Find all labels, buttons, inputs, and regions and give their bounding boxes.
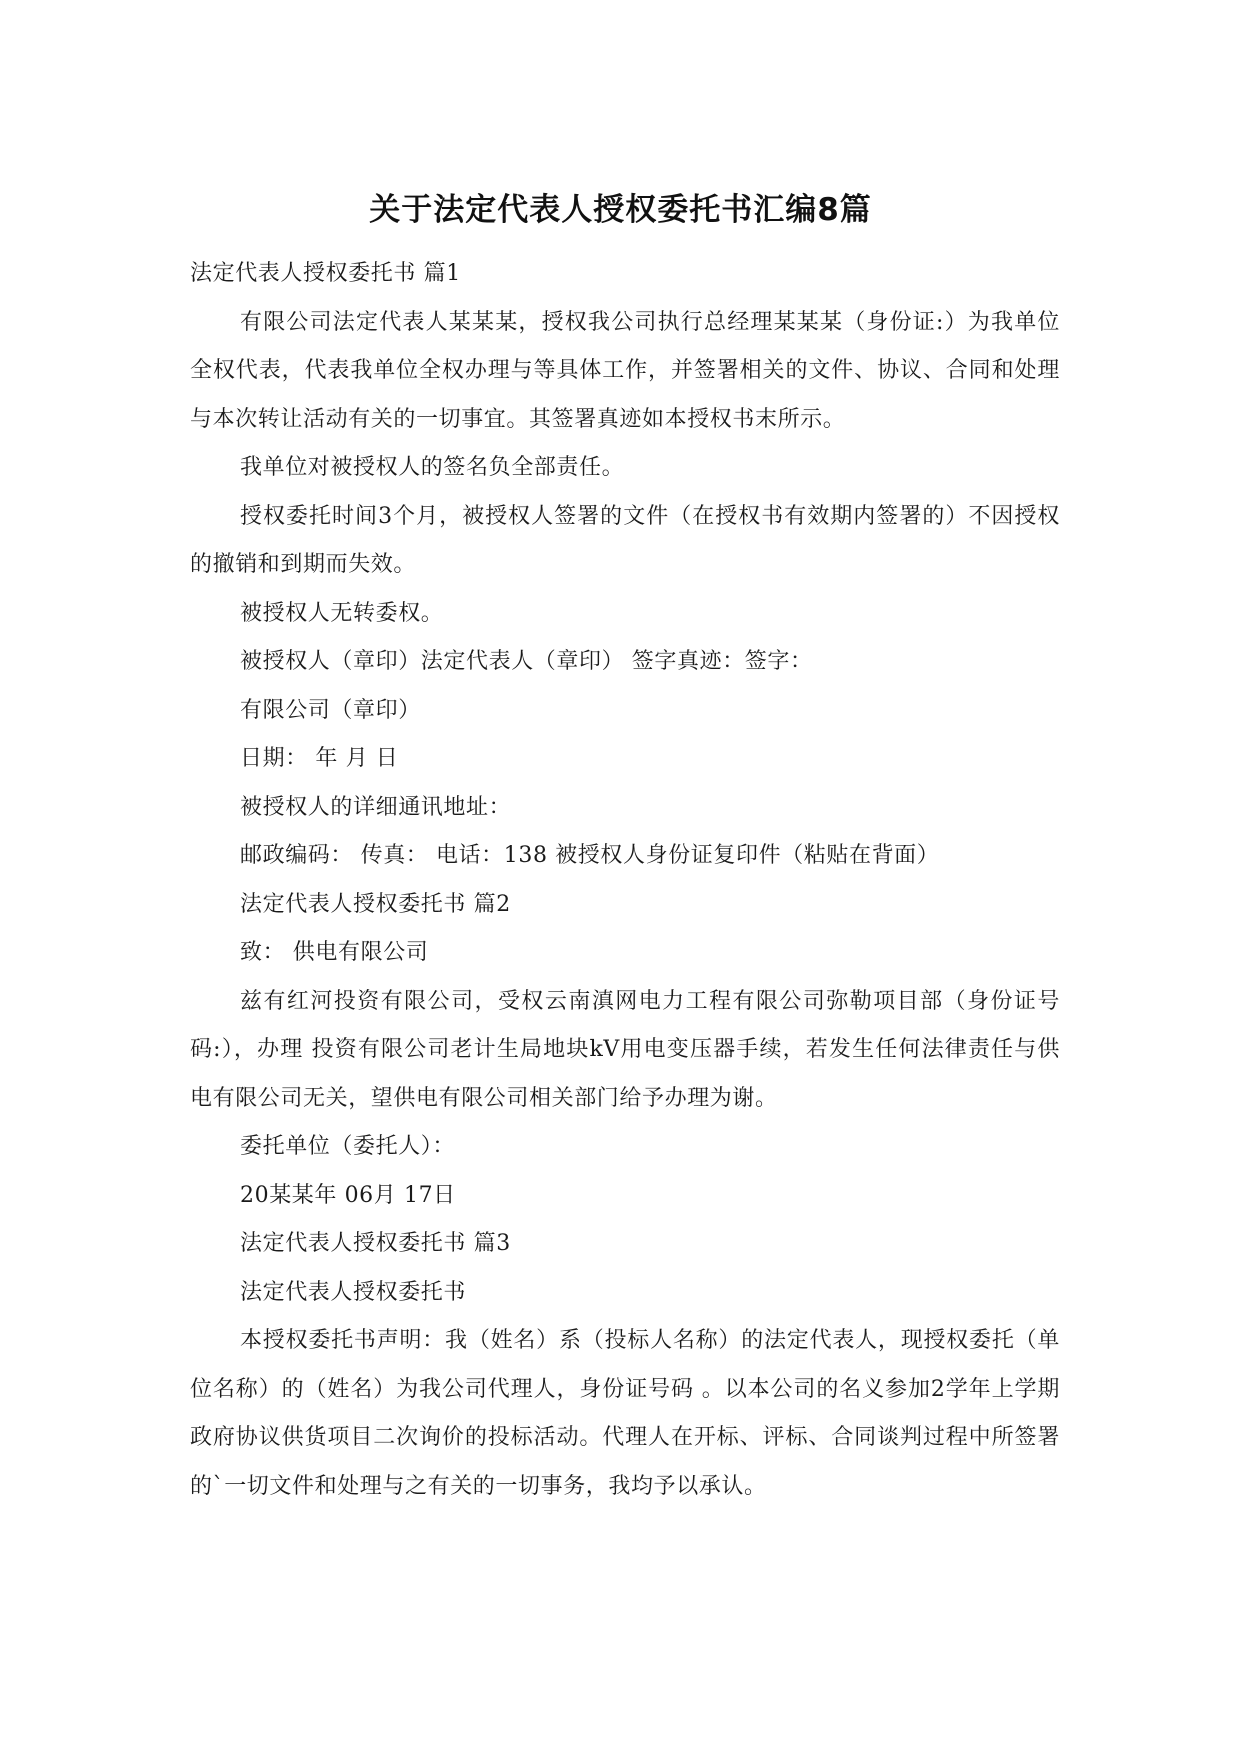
paragraph: 被授权人的详细通讯地址： <box>240 794 512 820</box>
paragraph: 有限公司（章印） <box>240 697 421 723</box>
paragraph: 致： 供电有限公司 <box>240 940 429 965</box>
section-heading: 法定代表人授权委托书 篇3 <box>240 1231 511 1256</box>
paragraph: 本授权委托书声明：我（姓名）系（投标人名称）的法定代表人，现授权委托（单位名称）的（姓名）为我公司代理人，身份证号码 。以本公司的名义参加2学年上学期政府协议供货项目二次询价的投标活动。代理人在开标、评标、合同谈判过程中所签署的`一切文件和处理与之有关的一切事务，我均予以承认。 <box>190 1328 1060 1499</box>
paragraph: 被授权人无转委权。 <box>240 600 444 626</box>
paragraph: 日期： 年 月 日 <box>240 746 399 771</box>
paragraph: 20某某年 06月 17日 <box>240 1182 456 1208</box>
paragraph: 有限公司法定代表人某某某，授权我公司执行总经理某某某（身份证:）为我单位全权代表，代表我单位全权办理与等具体工作，并签署相关的文件、协议、合同和处理与本次转让活动有关的一切事宜。其签署真迹如本授权书末所示。 <box>190 309 1060 432</box>
paragraph: 邮政编码： 传真： 电话：138 被授权人身份证复印件（粘贴在背面） <box>240 843 940 868</box>
document-body <box>190 250 1060 1511</box>
paragraph: 授权委托时间3个月，被授权人签署的文件（在授权书有效期内签署的）不因授权的撤销和到期而失效。 <box>190 503 1060 577</box>
document-title: 关于法定代表人授权委托书汇编8篇 <box>369 192 872 228</box>
paragraph: 委托单位（委托人）： <box>240 1134 456 1159</box>
paragraph: 我单位对被授权人的签名负全部责任。 <box>240 455 625 480</box>
section-heading: 法定代表人授权委托书 篇2 <box>240 891 511 917</box>
paragraph: 兹有红河投资有限公司，受权云南滇网电力工程有限公司弥勒项目部（身份证号码:），办理 投资有限公司老计生局地块kV用电变压器手续，若发生任何法律责任与供电有限公司无关，望供电有限公司相关部门给予办理为谢。 <box>190 988 1060 1111</box>
paragraph: 被授权人（章印）法定代表人（章印） 签字真迹：签字： <box>240 649 813 674</box>
paragraph: 法定代表人授权委托书 <box>240 1279 467 1305</box>
paragraph: 法定代表人授权委托书 篇1 <box>190 261 461 286</box>
